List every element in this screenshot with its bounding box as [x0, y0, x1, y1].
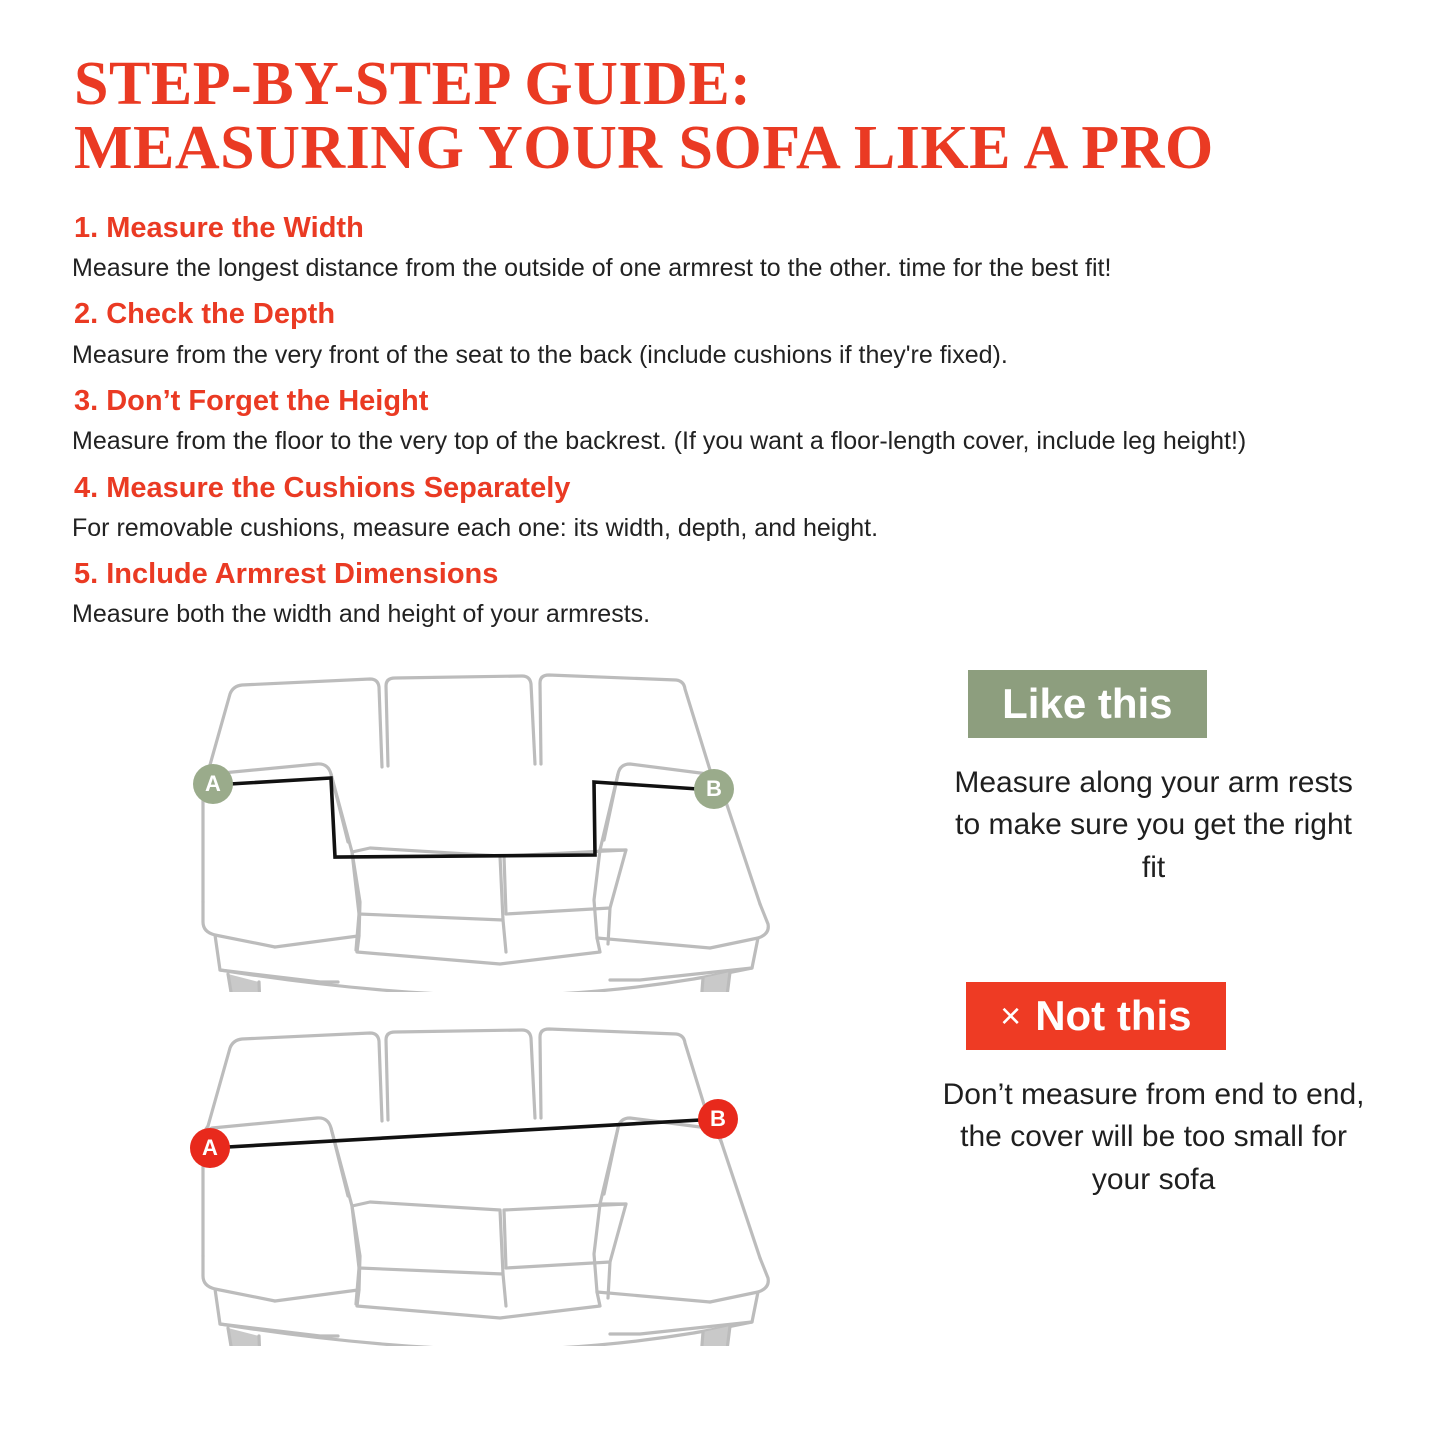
badge-a-correct: A — [193, 764, 233, 804]
diagram-section — [70, 652, 1375, 1346]
step-heading: 5. Include Armrest Dimensions — [74, 558, 499, 591]
sofa-outline-icon — [70, 652, 900, 992]
step-body: Measure from the very front of the seat to the back (include cushions if they're fixed). — [72, 340, 1008, 369]
step-body: Measure from the floor to the very top of the backrest. (If you want a floor-length cover, include leg height!) — [72, 427, 1247, 456]
step-body: For removable cushions, measure each one: its width, depth, and height. — [72, 513, 879, 542]
sofa-illustrations — [70, 652, 902, 1346]
step-item — [70, 467, 1375, 548]
steps-list — [70, 207, 1375, 634]
measure-line-correct — [213, 778, 713, 857]
page-title — [70, 0, 1375, 181]
step-heading: 1. Measure the Width — [74, 211, 364, 244]
title-line-2: MEASURING YOUR SOFA LIKE A PRO — [74, 114, 1214, 183]
callout-banner-good — [968, 670, 1206, 738]
callout-not-this — [932, 982, 1375, 1202]
step-body: Measure both the width and height of your armrests. — [72, 600, 651, 629]
callout-good-text: Measure along your arm rests to make sure you get the right fit — [954, 765, 1353, 884]
callout-bad-text: Don’t measure from end to end, the cover will be too small for your sofa — [942, 1077, 1365, 1196]
callout-like-this — [932, 670, 1375, 890]
step-item — [70, 553, 1375, 634]
step-item — [70, 207, 1375, 288]
step-item — [70, 380, 1375, 461]
step-heading: 4. Measure the Cushions Separately — [74, 471, 571, 504]
sofa-diagram-incorrect — [70, 1006, 900, 1346]
callout-banner-bad — [966, 982, 1225, 1050]
title-line-1: STEP-BY-STEP GUIDE: — [74, 50, 752, 118]
callout-banner-good-label: Like this — [1002, 679, 1173, 727]
step-item — [70, 293, 1375, 374]
callout-banner-bad-label: Not this — [1035, 991, 1192, 1039]
sofa-outline-icon — [70, 1006, 900, 1346]
badge-b-incorrect: B — [698, 1099, 738, 1139]
measure-line-incorrect — [210, 1119, 718, 1148]
badge-b-correct: B — [694, 769, 734, 809]
sofa-diagram-correct — [70, 652, 900, 992]
cross-icon: × — [1000, 994, 1022, 1036]
step-heading: 2. Check the Depth — [74, 298, 336, 331]
badge-a-incorrect: A — [190, 1128, 230, 1168]
step-heading: 3. Don’t Forget the Height — [74, 385, 429, 418]
callouts-column — [902, 652, 1375, 1346]
step-body: Measure the longest distance from the outside of one armrest to the other. time for the best fit! — [72, 253, 1112, 282]
